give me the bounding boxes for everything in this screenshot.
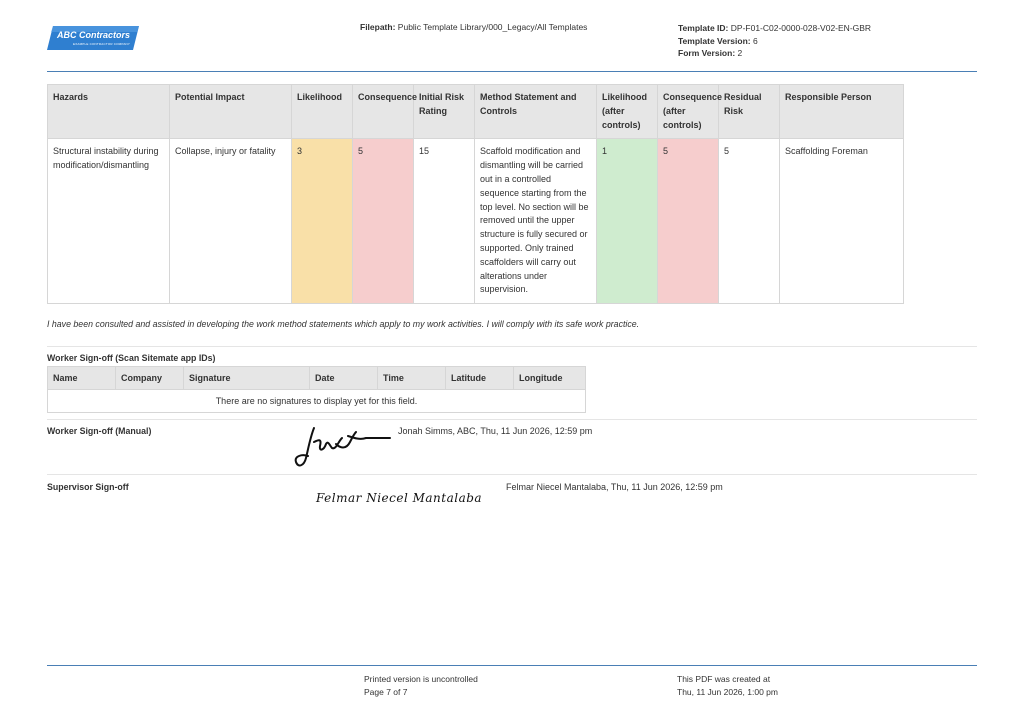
supervisor-signature-details: Felmar Niecel Mantalaba, Thu, 11 Jun 2026, 12:59 pm — [506, 482, 723, 492]
filepath — [360, 22, 587, 32]
filepath-value: Public Template Library/000_Legacy/All Templates — [397, 22, 588, 32]
footer-left — [364, 673, 478, 698]
col-latitude: Latitude — [446, 367, 514, 390]
risk-assessment-table — [47, 84, 904, 304]
col-company: Company — [116, 367, 184, 390]
header-consequence: Consequence — [353, 85, 414, 139]
template-version-value: 6 — [752, 35, 758, 46]
header-divider — [47, 71, 977, 72]
col-time: Time — [378, 367, 446, 390]
header-method-statement: Method Statement and Controls — [475, 85, 597, 139]
hazard-cell: Structural instability during modification/dismantling — [48, 139, 170, 304]
page-number: Page 7 of 7 — [364, 686, 408, 697]
header-initial-risk-rating: Initial Risk Rating — [414, 85, 475, 139]
header-hazards: Hazards — [48, 85, 170, 139]
supervisor-signoff-title: Supervisor Sign-off — [47, 482, 129, 492]
residual-risk-cell: 5 — [719, 139, 780, 304]
header-responsible-person: Responsible Person — [780, 85, 904, 139]
template-version-label: Template Version: — [678, 35, 751, 46]
footer-divider — [47, 665, 977, 666]
section-divider — [47, 346, 977, 347]
consultation-statement: I have been consulted and assisted in developing the work method statements which apply to my work activities. I will comply with its safe work practice. — [47, 319, 640, 329]
table-row — [48, 139, 904, 304]
footer-right — [677, 673, 778, 698]
likelihood-cell: 3 — [292, 139, 353, 304]
worker-signoff-scan-title: Worker Sign-off (Scan Sitemate app IDs) — [47, 353, 216, 363]
table-row — [48, 390, 586, 413]
empty-signatures-message: There are no signatures to display yet for this field. — [48, 390, 586, 413]
section-divider — [47, 419, 977, 420]
responsible-person-cell: Scaffolding Foreman — [780, 139, 904, 304]
filepath-label: Filepath: — [360, 22, 396, 32]
uncontrolled-notice: Printed version is uncontrolled — [364, 674, 478, 684]
section-divider — [47, 474, 977, 475]
worker-signoff-manual-title: Worker Sign-off (Manual) — [47, 426, 152, 436]
template-id-label: Template ID: — [678, 23, 729, 33]
worker-signoff-table — [47, 366, 586, 413]
consequence-cell: 5 — [353, 139, 414, 304]
impact-cell: Collapse, injury or fatality — [170, 139, 292, 304]
handwritten-signature-icon — [292, 424, 392, 470]
supervisor-signature-image: Felmar Niecel Mantalaba — [316, 491, 483, 505]
logo-subtext: EXAMPLE CONTRACTOR COMPANY — [73, 42, 131, 46]
form-version-value: 2 — [737, 48, 743, 58]
likelihood-after-cell: 1 — [597, 139, 658, 304]
logo-text: ABC Contractors — [57, 30, 131, 40]
worker-table-header-row — [48, 367, 586, 390]
initial-rating-cell: 15 — [414, 139, 475, 304]
company-logo — [47, 26, 139, 50]
worker-signature-image — [292, 424, 392, 472]
col-longitude: Longitude — [514, 367, 586, 390]
template-id-value: DP-F01-C02-0000-028-V02-EN-GBR — [730, 23, 872, 33]
header-potential-impact: Potential Impact — [170, 85, 292, 139]
col-signature: Signature — [184, 367, 310, 390]
worker-signature-details: Jonah Simms, ABC, Thu, 11 Jun 2026, 12:59 pm — [398, 426, 593, 436]
method-cell: Scaffold modification and dismantling will be carried out in a controlled sequence starting from the top level. No section will be removed until the upper structure is fully secured or supported. Only trained scaffolders will carry out alterations under supervision. — [475, 139, 597, 304]
created-at: Thu, 11 Jun 2026, 1:00 pm — [677, 686, 778, 697]
header-likelihood-after: Likelihood (after controls) — [597, 85, 658, 139]
header-residual-risk: Residual Risk — [719, 85, 780, 139]
form-version-label: Form Version: — [678, 48, 736, 58]
consequence-after-cell: 5 — [658, 139, 719, 304]
col-date: Date — [310, 367, 378, 390]
header-likelihood: Likelihood — [292, 85, 353, 139]
col-name: Name — [48, 367, 116, 390]
header-consequence-after: Consequence (after controls) — [658, 85, 719, 139]
created-label: This PDF was created at — [677, 674, 771, 684]
template-meta — [678, 22, 871, 60]
page-header — [47, 18, 977, 76]
risk-table-header-row — [48, 85, 904, 139]
